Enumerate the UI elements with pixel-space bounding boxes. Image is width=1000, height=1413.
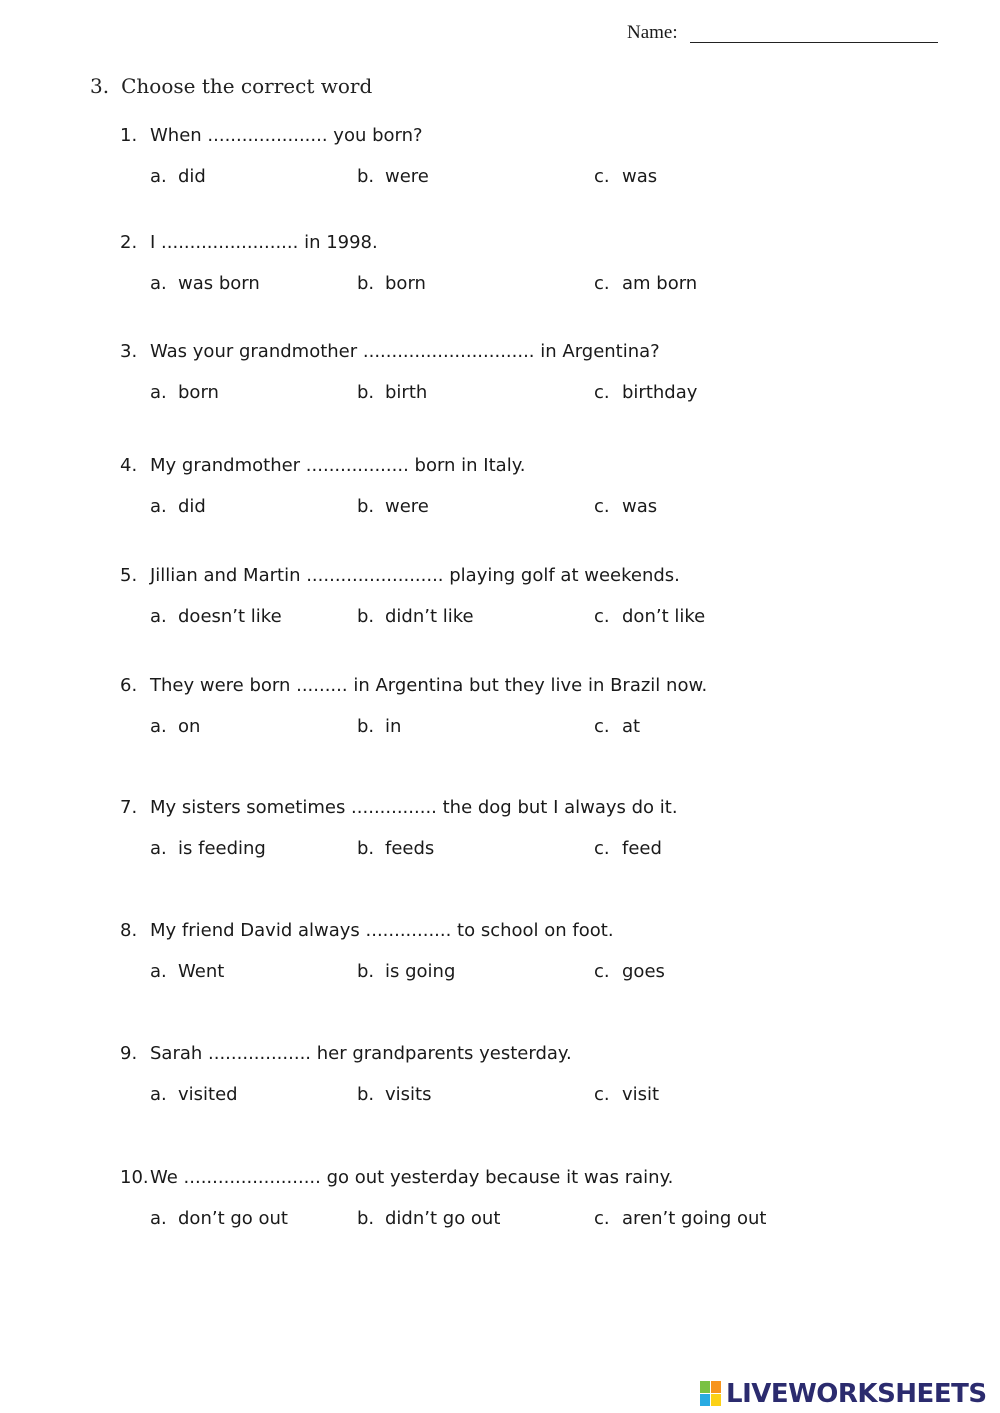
option-text: am born (622, 273, 698, 294)
option-text: feed (622, 838, 662, 859)
question-stem (120, 232, 378, 253)
option-letter: b. (357, 1208, 375, 1229)
option-text: visit (622, 1084, 660, 1105)
answer-option-c[interactable] (594, 166, 657, 187)
liveworksheets-logo (700, 1376, 987, 1412)
option-text: did (178, 166, 206, 187)
answer-option-b[interactable] (357, 838, 434, 859)
question-stem (120, 797, 678, 818)
logo-icon (700, 1381, 722, 1407)
option-letter: c. (594, 496, 610, 517)
option-letter: c. (594, 1208, 610, 1229)
option-text: feeds (385, 838, 435, 859)
option-letter: b. (357, 838, 375, 859)
option-letter: a. (150, 1084, 167, 1105)
option-letter: c. (594, 716, 610, 737)
option-text: at (622, 716, 641, 737)
option-text: birth (385, 382, 428, 403)
answer-option-c[interactable] (594, 496, 657, 517)
option-text: is going (385, 961, 456, 982)
option-letter: a. (150, 716, 167, 737)
option-letter: a. (150, 382, 167, 403)
question-number: 10. (120, 1167, 149, 1188)
answer-option-b[interactable] (357, 1208, 500, 1229)
option-text: was (622, 496, 658, 517)
question-text: Sarah .................. her grandparents yesterday. (150, 1043, 572, 1064)
option-letter: c. (594, 382, 610, 403)
option-letter: a. (150, 166, 167, 187)
answer-option-c[interactable] (594, 838, 662, 859)
option-letter: c. (594, 166, 610, 187)
answer-option-c[interactable] (594, 606, 705, 627)
option-letter: c. (594, 961, 610, 982)
name-input-line[interactable] (690, 42, 938, 43)
answer-option-b[interactable] (357, 606, 474, 627)
option-letter: c. (594, 1084, 610, 1105)
section-number: 3. (90, 74, 110, 98)
option-text: was born (178, 273, 260, 294)
question-text: My grandmother .................. born in Italy. (150, 455, 526, 476)
answer-option-c[interactable] (594, 1208, 767, 1229)
option-letter: a. (150, 1208, 167, 1229)
option-text: in (385, 716, 402, 737)
option-text: on (178, 716, 201, 737)
option-text: born (385, 273, 426, 294)
answer-option-a[interactable] (150, 716, 200, 737)
option-text: don’t go out (178, 1208, 288, 1229)
option-letter: c. (594, 273, 610, 294)
option-letter: b. (357, 716, 375, 737)
answer-option-b[interactable] (357, 166, 429, 187)
answer-option-b[interactable] (357, 716, 401, 737)
option-letter: a. (150, 496, 167, 517)
answer-option-a[interactable] (150, 382, 219, 403)
question-number: 7. (120, 797, 138, 818)
option-text: goes (622, 961, 665, 982)
option-letter: b. (357, 273, 375, 294)
answer-option-c[interactable] (594, 961, 665, 982)
question-stem (120, 565, 680, 586)
option-text: aren’t going out (622, 1208, 767, 1229)
question-stem (120, 455, 526, 476)
question-text: We ........................ go out yesterday because it was rainy. (150, 1167, 674, 1188)
question-text: Was your grandmother .............................. in Argentina? (150, 341, 660, 362)
question-number: 5. (120, 565, 138, 586)
answer-option-c[interactable] (594, 716, 640, 737)
answer-option-b[interactable] (357, 961, 455, 982)
question-stem (120, 1167, 673, 1188)
answer-option-c[interactable] (594, 1084, 659, 1105)
option-text: visited (178, 1084, 238, 1105)
option-text: don’t like (622, 606, 706, 627)
answer-option-b[interactable] (357, 382, 427, 403)
option-text: were (385, 496, 429, 517)
option-text: was (622, 166, 658, 187)
answer-option-a[interactable] (150, 838, 266, 859)
question-stem (120, 341, 660, 362)
option-text: is feeding (178, 838, 266, 859)
question-text: My sisters sometimes ............... the dog but I always do it. (150, 797, 678, 818)
option-text: born (178, 382, 219, 403)
question-text: My friend David always ............... to school on foot. (150, 920, 614, 941)
option-text: Went (178, 961, 225, 982)
option-text: doesn’t like (178, 606, 282, 627)
option-letter: a. (150, 273, 167, 294)
question-stem (120, 920, 614, 941)
option-text: visits (385, 1084, 432, 1105)
option-text: didn’t go out (385, 1208, 501, 1229)
question-text: When ..................... you born? (150, 125, 423, 146)
question-stem (120, 125, 423, 146)
question-text: They were born ......... in Argentina but they live in Brazil now. (150, 675, 708, 696)
name-label: Name: (627, 22, 678, 43)
option-text: birthday (622, 382, 698, 403)
answer-option-b[interactable] (357, 273, 426, 294)
answer-option-a[interactable] (150, 273, 260, 294)
question-number: 3. (120, 341, 138, 362)
option-text: were (385, 166, 429, 187)
answer-option-a[interactable] (150, 496, 206, 517)
option-text: did (178, 496, 206, 517)
question-stem (120, 675, 707, 696)
question-number: 2. (120, 232, 138, 253)
answer-option-b[interactable] (357, 1084, 431, 1105)
option-letter: b. (357, 961, 375, 982)
option-letter: a. (150, 961, 167, 982)
option-letter: a. (150, 838, 167, 859)
logo-text: LIVEWORKSHEETS (726, 1379, 987, 1409)
answer-option-a[interactable] (150, 1208, 288, 1229)
option-letter: b. (357, 606, 375, 627)
option-letter: a. (150, 606, 167, 627)
question-number: 6. (120, 675, 138, 696)
option-letter: b. (357, 496, 375, 517)
question-number: 4. (120, 455, 138, 476)
answer-option-c[interactable] (594, 382, 697, 403)
option-letter: b. (357, 1084, 375, 1105)
question-number: 1. (120, 125, 138, 146)
answer-option-c[interactable] (594, 273, 697, 294)
option-text: didn’t like (385, 606, 474, 627)
question-text: I ........................ in 1998. (150, 232, 378, 253)
option-letter: b. (357, 382, 375, 403)
question-text: Jillian and Martin ........................ playing golf at weekends. (150, 565, 680, 586)
option-letter: c. (594, 838, 610, 859)
answer-option-a[interactable] (150, 961, 224, 982)
answer-option-b[interactable] (357, 496, 429, 517)
question-number: 8. (120, 920, 138, 941)
answer-option-a[interactable] (150, 606, 282, 627)
option-letter: b. (357, 166, 375, 187)
section-heading (90, 74, 372, 98)
option-letter: c. (594, 606, 610, 627)
question-number: 9. (120, 1043, 138, 1064)
answer-option-a[interactable] (150, 166, 206, 187)
answer-option-a[interactable] (150, 1084, 238, 1105)
section-title: Choose the correct word (121, 74, 373, 98)
question-stem (120, 1043, 572, 1064)
